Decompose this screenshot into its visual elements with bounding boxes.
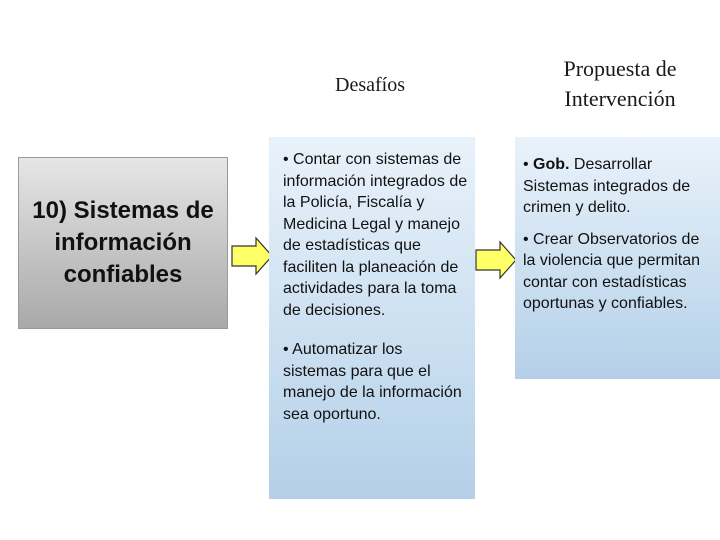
proposal-item — [523, 154, 716, 219]
proposal-item-bold: Gob. — [533, 156, 570, 173]
arrow-right-icon — [474, 240, 518, 280]
challenge-item: • Automatizar los sistemas para que el manejo de la información sea oportuno. — [283, 341, 462, 423]
proposal-panel — [515, 137, 720, 379]
arrow-right-icon — [230, 236, 274, 276]
proposal-item-prefix: • — [523, 156, 534, 173]
proposal-item: • Crear Observatorios de la violencia que permitan contar con estadísticas oportunas y confiables. — [523, 230, 700, 312]
challenges-heading: Desafíos — [335, 74, 405, 96]
challenges-panel — [269, 137, 475, 499]
topic-box — [18, 157, 228, 329]
challenge-item: • Contar con sistemas de información integrados de la Policía, Fiscalía y Medicina Legal y manejo de estadísticas que faciliten la planeación de actividades para la toma de decisiones. — [283, 151, 468, 319]
proposal-item-text: Desarrollar Sistemas integrados de crimen y delito. — [523, 156, 691, 216]
topic-label: 10) Sistemas de información confiables — [32, 197, 214, 288]
proposal-heading: Propuesta de Intervención — [563, 56, 677, 111]
